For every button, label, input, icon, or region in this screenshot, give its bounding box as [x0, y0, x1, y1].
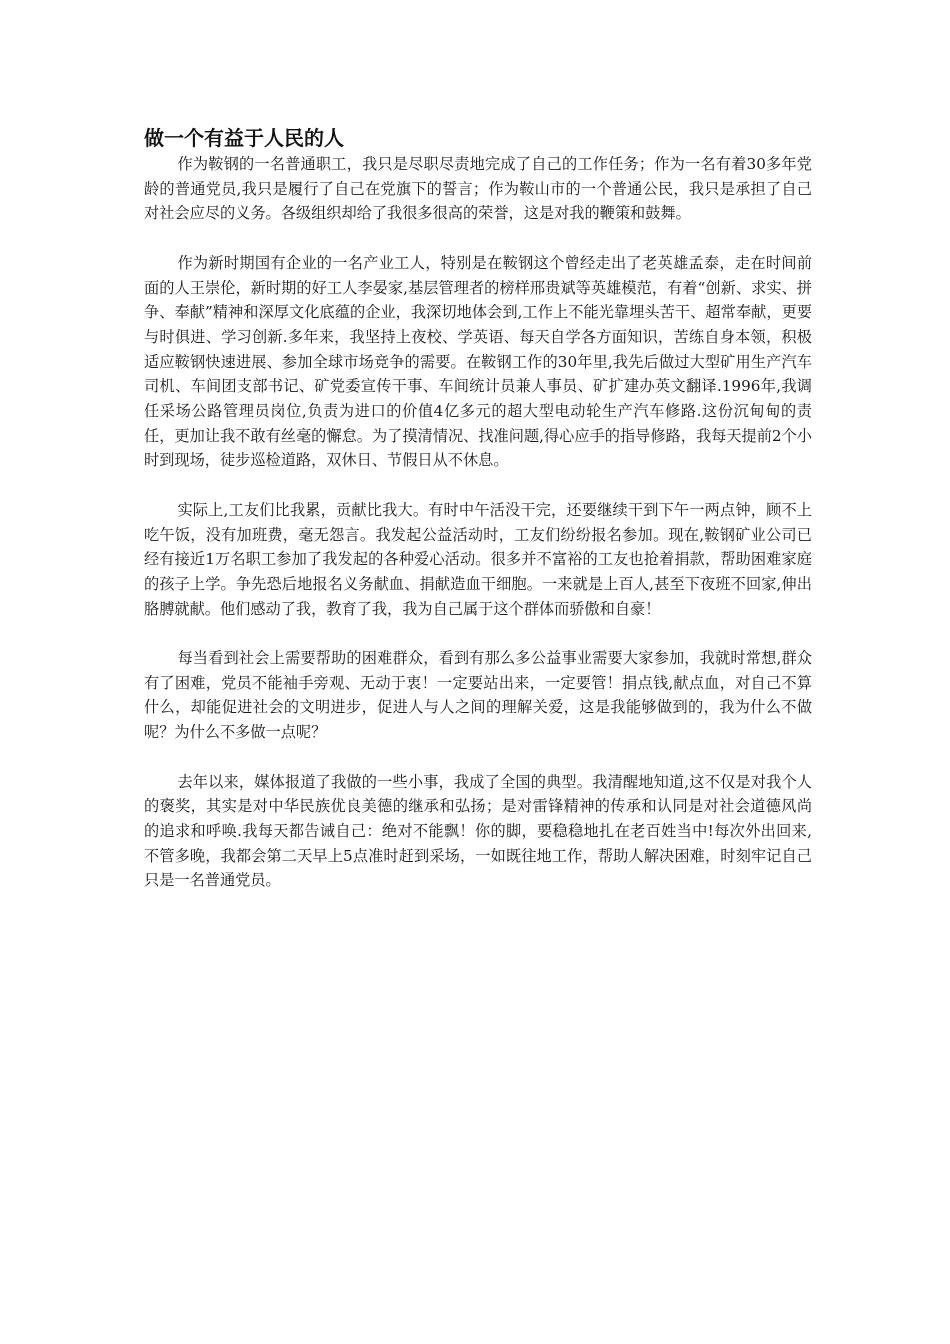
document-title: 做一个有益于人民的人	[144, 126, 344, 150]
paragraph-1: 作为鞍钢的一名普通职工，我只是尽职尽责地完成了自己的工作任务；作为一名有着30多年党龄的普通党员,我只是履行了自己在党旗下的誓言；作为鞍山市的一个普通公民，我只是承担了自己对社会应尽的义务。各级组织却给了我很多很高的荣誉，这是对我的鞭策和鼓舞。	[144, 155, 812, 223]
paragraph-3: 实际上,工友们比我累，贡献比我大。有时中午活没干完，还要继续干到下午一两点钟，顾不上吃午饭，没有加班费，毫无怨言。我发起公益活动时，工友们纷纷报名参加。现在,鞍钢矿业公司已经有接近1万名职工参加了我发起的各种爱心活动。很多并不富裕的工友也抢着捐款，帮助困难家庭的孩子上学。争先恐后地报名义务献血、捐献造血干细胞。一来就是上百人,甚至下夜班不回家,伸出胳膊就献。他们感动了我，教育了我，我为自己属于这个群体而骄傲和自豪！	[144, 500, 812, 618]
paragraph-4: 每当看到社会上需要帮助的困难群众，看到有那么多公益事业需要大家参加，我就时常想,群众有了困难，党员不能袖手旁观、无动于衷！一定要站出来，一定要管！捐点钱,献点血，对自己不算什么，却能促进社会的文明进步，促进人与人之间的理解关爱，这是我能够做到的，我为什么不做呢？为什么不多做一点呢？	[144, 649, 812, 742]
document-page	[144, 124, 812, 893]
document-body	[144, 152, 812, 893]
paragraph-2: 作为新时期国有企业的一名产业工人，特别是在鞍钢这个曾经走出了老英雄孟泰，走在时间前面的人王崇伦，新时期的好工人李晏家,基层管理者的榜样邢贵斌等英雄模范，有着“创新、求实、拼争、奉献”精神和深厚文化底蕴的企业，我深切地体会到,工作上不能光靠埋头苦干、超常奉献，更要与时俱进、学习创新.多年来，我坚持上夜校、学英语、每天自学各方面知识，苦练自身本领，积极适应鞍钢快速进展、参加全球市场竞争的需要。在鞍钢工作的30年里,我先后做过大型矿用生产汽车司机、车间团支部书记、矿党委宣传干事、车间统计员兼人事员、矿扩建办英文翻译.1996年,我调任采场公路管理员岗位,负责为进口的价值4亿多元的超大型电动轮生产汽车修路.这份沉甸甸的责任，更加让我不敢有丝毫的懈怠。为了摸清情况、找准问题,得心应手的指导修路，我每天提前2个小时到现场，徒步巡检道路，双休日、节假日从不休息。	[144, 253, 812, 470]
paragraph-5: 去年以来，媒体报道了我做的一些小事，我成了全国的典型。我清醒地知道,这不仅是对我个人的褒奖，其实是对中华民族优良美德的继承和弘扬；是对雷锋精神的传承和认同是对社会道德风尚的追求和呼唤.我每天都告诫自己：绝对不能飘！你的脚，要稳稳地扎在老百姓当中!每次外出回来,不管多晚，我都会第二天早上5点准时赶到采场，一如既往地工作，帮助人解决困难，时刻牢记自己只是一名普通党员。	[144, 772, 812, 890]
